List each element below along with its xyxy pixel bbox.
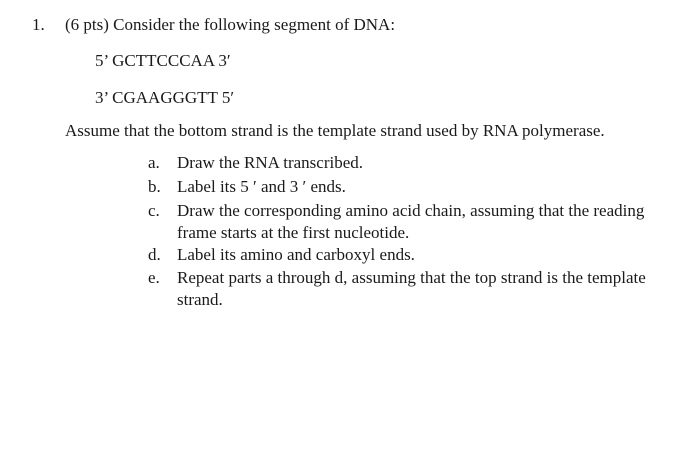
part-d-text: Label its amino and carboxyl ends. (177, 245, 415, 264)
question-prompt: (6 pts) Consider the following segment of DNA: (65, 15, 396, 34)
part-a-label: a. (148, 153, 160, 172)
part-c-label: c. (148, 201, 160, 220)
question-number: 1. (32, 15, 45, 34)
assumption-text: Assume that the bottom strand is the template strand used by RNA polymerase. (65, 121, 605, 140)
part-e-text-line2: strand. (177, 290, 223, 309)
part-b-text: Label its 5 ′ and 3 ′ ends. (177, 177, 346, 196)
part-c-text-line1: Draw the corresponding amino acid chain, assuming that the reading (177, 201, 645, 220)
part-e-text-line1: Repeat parts a through d, assuming that the top strand is the template (177, 268, 646, 287)
part-c-text-line2: frame starts at the first nucleotide. (177, 223, 410, 242)
part-a-text: Draw the RNA transcribed. (177, 153, 364, 172)
part-b-label: b. (148, 177, 161, 196)
part-d-label: d. (148, 245, 161, 264)
part-e-label: e. (148, 268, 160, 287)
dna-bottom-strand: 3’ CGAAGGGTT 5′ (95, 88, 235, 107)
dna-top-strand: 5’ GCTTCCCAA 3′ (95, 51, 231, 70)
